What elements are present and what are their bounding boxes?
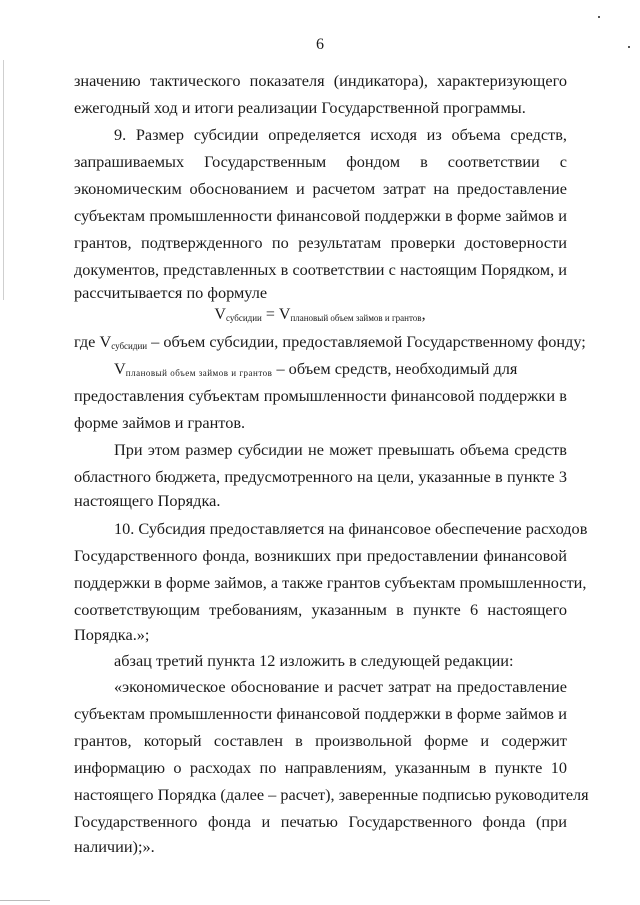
text-line: грантов, подтвержденного по результатам проверки достоверности [74, 233, 567, 252]
text-line: экономическим обоснованием и расчетом затрат на предоставление [74, 179, 567, 198]
scan-edge-line [0, 900, 50, 901]
text-line: настоящего Порядка. [74, 491, 221, 510]
scan-speck [628, 46, 630, 48]
definition-subscript: субсидии [111, 341, 148, 351]
definition-text: – объем средств, необходимый для [272, 359, 518, 378]
scan-edge-line [3, 60, 4, 300]
text-line: субъектам промышленности финансовой поддержки в форме займов и [74, 704, 567, 723]
text-line: абзац третий пункта 12 изложить в следующей редакции: [114, 651, 514, 670]
text-line: 10. Субсидия предоставляется на финансовое обеспечение расходов [114, 519, 588, 538]
text-line: субъектам промышленности финансовой поддержки в форме займов и [74, 206, 567, 225]
formula-end: , [421, 306, 426, 323]
formula-rhs-subscript: плановый объем займов и грантов [290, 313, 422, 323]
text-line: запрашиваемых Государственным фондом в соответствии с [74, 152, 567, 171]
text-line: поддержки в форме займов, а также грантов субъектам промышленности, [74, 573, 587, 592]
text-line: соответствующим требованиям, указанным в пункте 6 настоящего [74, 600, 567, 619]
subsidy-formula [0, 306, 640, 324]
text-line: документов, представленных в соответствии с настоящим Порядком, и [74, 260, 567, 279]
text-line: информацию о расходах по направлениям, указанным в пункте 10 [74, 758, 567, 777]
definition-planned-volume [114, 360, 567, 382]
formula-equals: = [261, 306, 279, 323]
formula-lhs-subscript: субсидии [225, 313, 262, 323]
text-line: рассчитывается по формуле [74, 283, 268, 302]
text-line: настоящего Порядка (далее – расчет), заверенные подписью руководителя [74, 785, 589, 804]
text-line: грантов, который составлен в произвольной форме и содержит [74, 731, 567, 750]
text-line: При этом размер субсидии не может превышать объема средств [114, 440, 567, 459]
formula-lhs: V [214, 306, 226, 323]
text-line: 9. Размер субсидии определяется исходя из объема средств, [114, 125, 567, 144]
scan-speck [598, 16, 600, 18]
definition-subsidy [74, 332, 586, 355]
page-number: 6 [316, 36, 324, 53]
definition-prefix: где V [74, 332, 112, 351]
text-line: наличии);». [74, 837, 155, 856]
text-line: ежегодный ход и итоги реализации Государственной программы. [74, 98, 526, 117]
text-line: форме займов и грантов. [74, 413, 246, 432]
definition-text: – объем субсидии, предоставляемой Государственному фонду; [147, 332, 586, 351]
text-line: «экономическое обоснование и расчет затрат на предоставление [114, 677, 567, 696]
text-line: Государственного фонда, возникших при предоставлении финансовой [74, 546, 567, 565]
text-line: Порядка.»; [74, 625, 150, 644]
formula-rhs: V [278, 306, 291, 323]
definition-v: V [114, 359, 126, 378]
text-line: Государственного фонда и печатью Государственного фонда (при [74, 812, 567, 831]
text-line: значению тактического показателя (индикатора), характеризующего [74, 71, 567, 90]
text-line: областного бюджета, предусмотренного на цели, указанные в пункте 3 [74, 467, 567, 486]
text-line: предоставления субъектам промышленности финансовой поддержки в [74, 386, 567, 405]
definition-subscript: плановый объем займов и грантов [125, 368, 273, 378]
